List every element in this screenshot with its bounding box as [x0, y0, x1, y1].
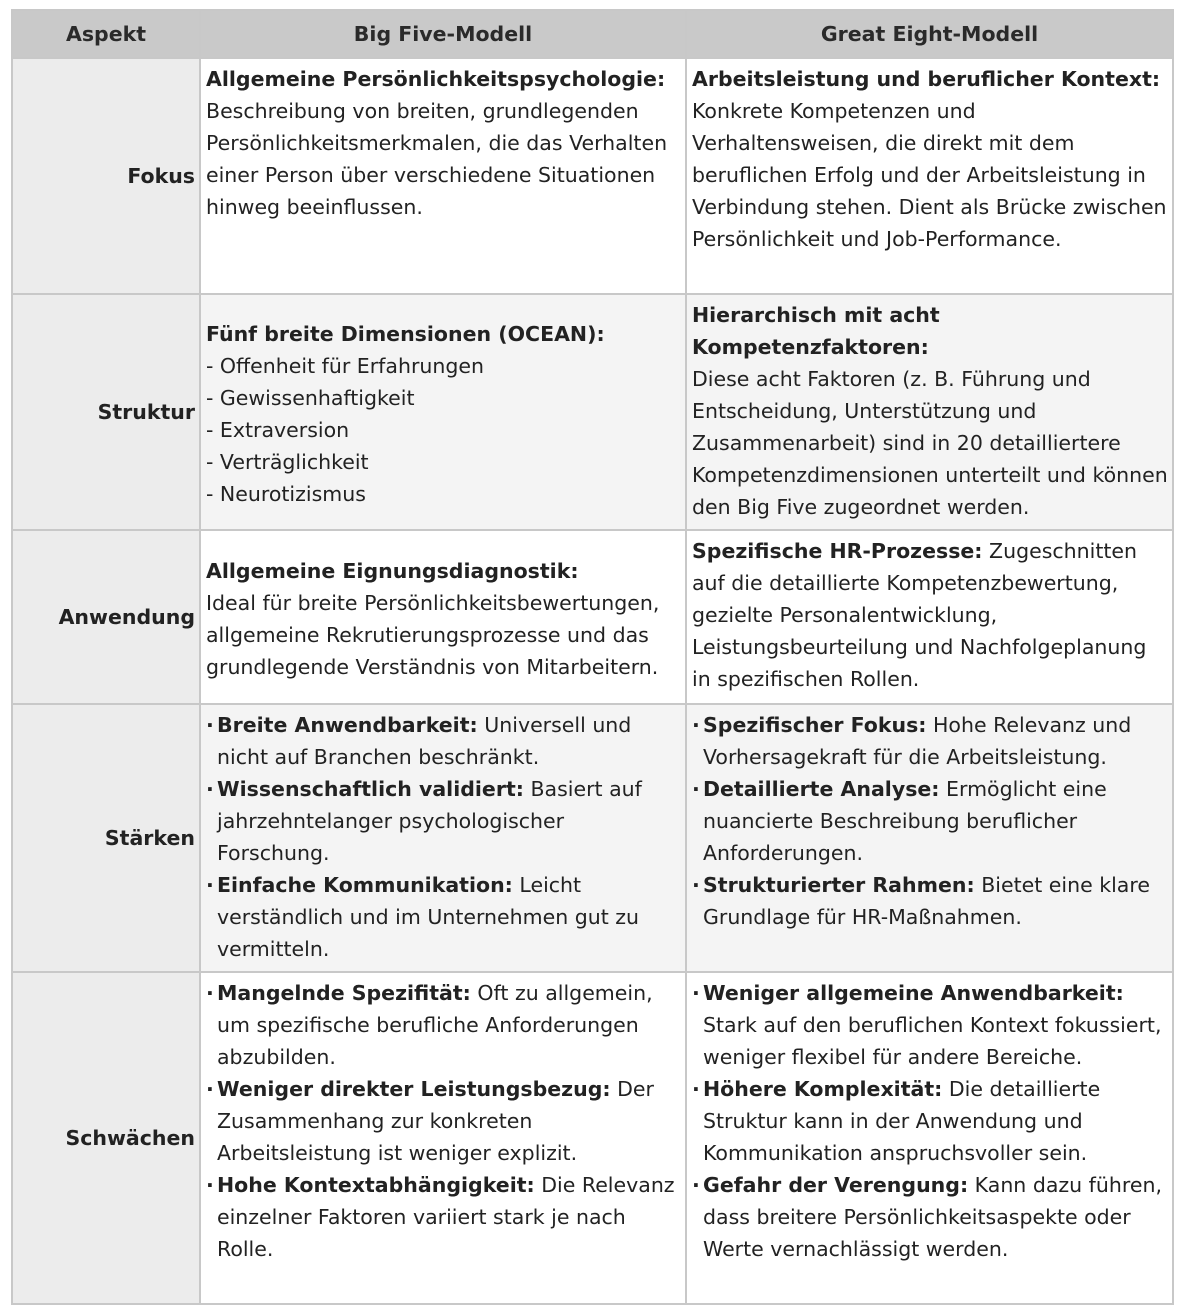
row-label-staerken: Stärken	[12, 704, 200, 972]
cell-big-five-anwendung	[200, 530, 686, 704]
item-title: Spezifischer Fokus:	[703, 713, 927, 737]
comparison-table-wrapper	[11, 9, 1174, 1305]
item-text: Hohe Relevanz und Vorhersagekraft für die Arbeitsleistung.	[703, 713, 1132, 769]
cell-text: Konkrete Kompetenzen und Verhaltensweisen, die direkt mit dem beruflichen Erfolg und der Arbeitsleistung in Verbindung stehen. Dient als Brücke zwischen Persönlichkeit und Job-Performance.	[692, 99, 1167, 251]
list-item	[692, 869, 1168, 933]
list-item: - Neurotizismus	[206, 482, 366, 506]
list-item	[692, 709, 1168, 773]
item-title: Hohe Kontextabhängigkeit:	[217, 1173, 535, 1197]
item-text: Oft zu allgemein, um spezifische berufliche Anforderungen abzubilden.	[217, 981, 653, 1069]
bullet-icon: ·	[692, 1077, 700, 1101]
bullet-icon: ·	[692, 873, 700, 897]
cell-title: Allgemeine Eignungsdiagnostik:	[206, 559, 579, 583]
cell-big-five-struktur	[200, 294, 686, 530]
cell-title: Arbeitsleistung und beruflicher Kontext:	[692, 67, 1161, 91]
list-item	[206, 1073, 681, 1169]
cell-great-eight-fokus	[686, 58, 1173, 294]
item-title: Detaillierte Analyse:	[703, 777, 940, 801]
cell-great-eight-anwendung	[686, 530, 1173, 704]
list-item	[692, 1169, 1168, 1265]
cell-text: Diese acht Faktoren (z. B. Führung und Entscheidung, Unterstützung und Zusammenarbeit) sind in 20 detailliertere Kompetenzdimensionen unterteilt und können den Big Five zugeordnet werden.	[692, 367, 1168, 519]
cell-great-eight-schwaechen	[686, 972, 1173, 1304]
item-text: Universell und nicht auf Branchen beschränkt.	[217, 713, 632, 769]
item-text: Stark auf den beruflichen Kontext fokussiert, weniger flexibel für andere Bereiche.	[703, 1013, 1162, 1069]
item-text: Die detaillierte Struktur kann in der Anwendung und Kommunikation anspruchsvoller sein.	[703, 1077, 1101, 1165]
item-title: Höhere Komplexität:	[703, 1077, 943, 1101]
list-item: - Extraversion	[206, 418, 350, 442]
bullet-icon: ·	[206, 1077, 214, 1101]
bullet-icon: ·	[692, 1173, 700, 1197]
item-text: Bietet eine klare Grundlage für HR-Maßnahmen.	[703, 873, 1150, 929]
item-title: Einfache Kommunikation:	[217, 873, 513, 897]
list-item	[206, 977, 681, 1073]
row-label-struktur: Struktur	[12, 294, 200, 530]
item-text: Basiert auf jahrzehntelanger psychologischer Forschung.	[217, 777, 642, 865]
cell-title: Hierarchisch mit acht Kompetenzfaktoren:	[692, 303, 940, 359]
cell-title: Fünf breite Dimensionen (OCEAN):	[206, 322, 605, 346]
bullet-icon: ·	[692, 713, 700, 737]
table-row	[12, 530, 1173, 704]
row-label-anwendung: Anwendung	[12, 530, 200, 704]
item-title: Breite Anwendbarkeit:	[217, 713, 478, 737]
cell-text: Zugeschnitten auf die detaillierte Kompetenzbewertung, gezielte Personalentwicklung, Leistungsbeurteilung und Nachfolgeplanung in spezifischen Rollen.	[692, 539, 1147, 691]
cell-great-eight-staerken	[686, 704, 1173, 972]
item-text: Der Zusammenhang zur konkreten Arbeitsleistung ist weniger explizit.	[217, 1077, 654, 1165]
cell-big-five-fokus	[200, 58, 686, 294]
list-item	[206, 869, 681, 965]
item-title: Mangelnde Spezifität:	[217, 981, 471, 1005]
list-item: - Gewissenhaftigkeit	[206, 386, 415, 410]
list-item: - Offenheit für Erfahrungen	[206, 354, 484, 378]
bullet-icon: ·	[206, 1173, 214, 1197]
item-title: Weniger direkter Leistungsbezug:	[217, 1077, 611, 1101]
header-big-five: Big Five-Modell	[200, 10, 686, 58]
list-item	[206, 1169, 681, 1265]
cell-big-five-schwaechen	[200, 972, 686, 1304]
header-row	[12, 10, 1173, 58]
header-great-eight: Great Eight-Modell	[686, 10, 1173, 58]
item-text: Die Relevanz einzelner Faktoren variiert stark je nach Rolle.	[217, 1173, 675, 1261]
item-title: Wissenschaftlich validiert:	[217, 777, 524, 801]
row-label-fokus: Fokus	[12, 58, 200, 294]
bullet-icon: ·	[692, 981, 700, 1005]
table-row	[12, 972, 1173, 1304]
bullet-icon: ·	[206, 981, 214, 1005]
list-item	[206, 709, 681, 773]
item-text: Kann dazu führen, dass breitere Persönlichkeitsaspekte oder Werte vernachlässigt werden.	[703, 1173, 1162, 1261]
cell-big-five-staerken	[200, 704, 686, 972]
cell-text: Ideal für breite Persönlichkeitsbewertungen, allgemeine Rekrutierungsprozesse und das grundlegende Verständnis von Mitarbeitern.	[206, 591, 660, 679]
item-title: Gefahr der Verengung:	[703, 1173, 969, 1197]
bullet-icon: ·	[206, 777, 214, 801]
item-title: Weniger allgemeine Anwendbarkeit:	[703, 981, 1124, 1005]
cell-great-eight-struktur	[686, 294, 1173, 530]
item-text: Leicht verständlich und im Unternehmen gut zu vermitteln.	[217, 873, 640, 961]
table-row	[12, 294, 1173, 530]
header-aspect: Aspekt	[12, 10, 200, 58]
table-row	[12, 704, 1173, 972]
item-title: Strukturierter Rahmen:	[703, 873, 975, 897]
bullet-icon: ·	[206, 713, 214, 737]
comparison-table	[11, 9, 1174, 1305]
bullet-icon: ·	[692, 777, 700, 801]
cell-title: Allgemeine Persönlichkeitspsychologie:	[206, 67, 666, 91]
table-row	[12, 58, 1173, 294]
row-label-schwaechen: Schwächen	[12, 972, 200, 1304]
cell-text: Beschreibung von breiten, grundlegenden Persönlichkeitsmerkmalen, die das Verhalten einer Person über verschiedene Situationen hinweg beeinflussen.	[206, 99, 668, 219]
list-item	[692, 1073, 1168, 1169]
item-text: Ermöglicht eine nuancierte Beschreibung beruflicher Anforderungen.	[703, 777, 1107, 865]
bullet-icon: ·	[206, 873, 214, 897]
list-item: - Verträglichkeit	[206, 450, 369, 474]
list-item	[206, 773, 681, 869]
cell-title: Spezifische HR-Prozesse:	[692, 539, 983, 563]
list-item	[692, 773, 1168, 869]
list-item	[692, 977, 1168, 1073]
